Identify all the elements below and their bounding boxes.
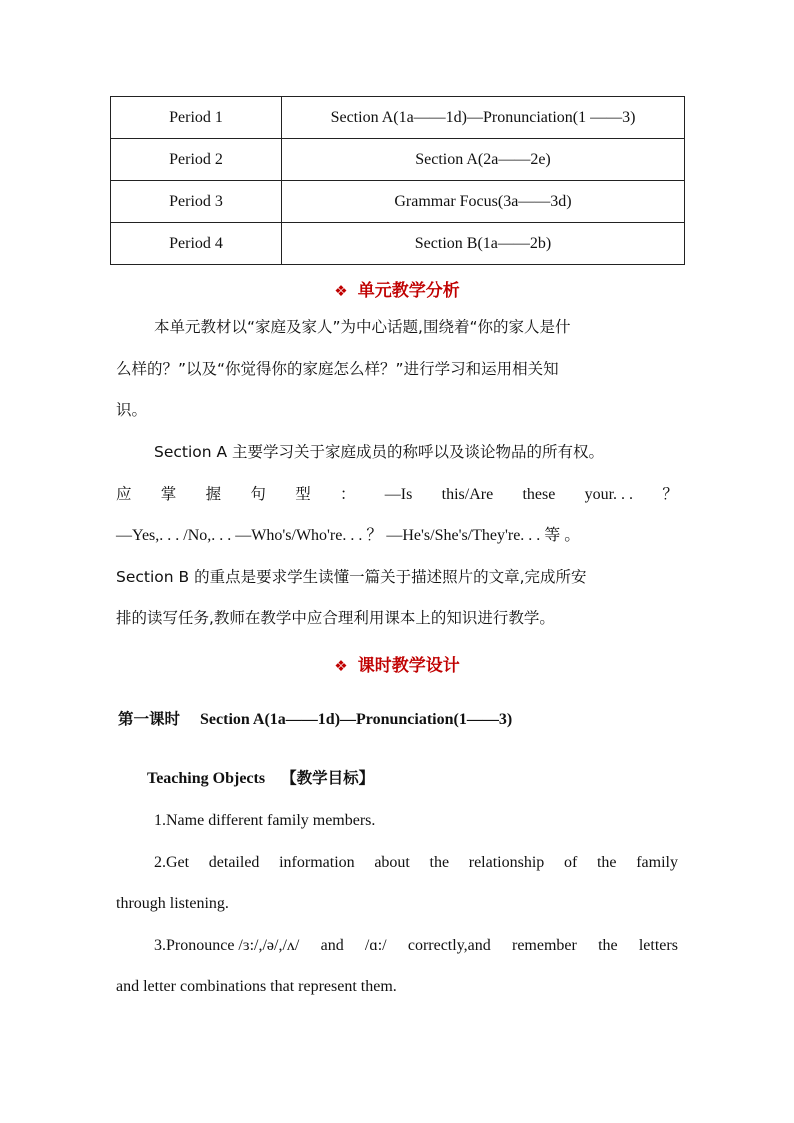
diamond-icon: ❖	[334, 282, 348, 300]
objectives-heading-en: Teaching Objects	[147, 770, 266, 787]
analysis-paragraph-2	[116, 432, 678, 640]
word: detailed	[208, 853, 260, 871]
text-line: 识。	[116, 401, 148, 419]
word: —Is	[384, 485, 413, 503]
lesson-title-line	[118, 699, 680, 741]
periods-table	[110, 96, 685, 265]
table-row	[111, 97, 685, 139]
unit-analysis-heading	[0, 276, 794, 301]
word: ？	[662, 484, 678, 503]
analysis-paragraph-1	[116, 307, 678, 432]
objective-item-cont: and letter combinations that represent them.	[116, 978, 397, 995]
sentence-pattern-line	[116, 474, 678, 516]
objectives-list	[116, 800, 678, 1008]
content-cell: Section A(1a——1d)—Pronunciation(1 ——3)	[282, 97, 685, 139]
word: and	[320, 936, 344, 954]
word: about	[374, 853, 410, 871]
word: the	[596, 853, 617, 871]
period-cell: Period 4	[111, 223, 282, 265]
objective-item: 1.Name different family members.	[154, 812, 376, 829]
word: this/Are	[441, 485, 494, 503]
word: the	[598, 936, 618, 954]
word: information	[279, 853, 355, 871]
table-row	[111, 139, 685, 181]
lesson-design-heading	[0, 651, 794, 676]
text-line: Section B 的重点是要求学生读懂一篇关于描述照片的文章,完成所安	[116, 567, 587, 586]
table-row	[111, 181, 685, 223]
unit-analysis-title: 单元教学分析	[357, 281, 460, 301]
period-cell: Period 1	[111, 97, 282, 139]
text-line: —Yes,. . . /No,. . . —Who's/Who're. . . ？ —He's/She's/They're. . . 等 。	[116, 527, 581, 544]
lesson-title: Section A(1a——1d)—Pronunciation(1——3)	[200, 711, 513, 728]
text-line: Section A 主要学习关于家庭成员的称呼以及谈论物品的所有权。	[154, 443, 605, 461]
text-line: 么样的？”以及“你觉得你的家庭怎么样？”进行学习和运用相关知	[116, 359, 559, 378]
word: ：	[339, 484, 356, 503]
word: these	[522, 485, 556, 503]
word: of	[563, 853, 578, 871]
word: 型	[295, 484, 311, 503]
word: 句	[250, 484, 266, 503]
word: the	[429, 853, 450, 871]
lesson-design-title: 课时教学设计	[357, 656, 460, 676]
word: 掌	[160, 484, 177, 503]
word: 应	[116, 484, 132, 503]
diamond-icon: ❖	[334, 657, 348, 675]
table-row	[111, 223, 685, 265]
lesson-label: 第一课时	[118, 710, 181, 728]
word: 3.Pronounce /ɜ:/,/ə/,/ʌ/	[154, 936, 300, 954]
content-cell: Section B(1a——2b)	[282, 223, 685, 265]
period-cell: Period 2	[111, 139, 282, 181]
word: 握	[205, 484, 222, 503]
word: family	[636, 853, 678, 871]
content-cell: Grammar Focus(3a——3d)	[282, 181, 685, 223]
text-line: 本单元教材以“家庭及家人”为中心话题,围绕着“你的家人是什	[154, 318, 571, 336]
word: remember	[511, 936, 577, 954]
objectives-heading-cn: 【教学目标】	[281, 769, 375, 787]
objectives-heading	[147, 758, 709, 800]
word: 2.Get	[154, 853, 190, 871]
word: correctly,and	[407, 936, 491, 954]
period-cell: Period 3	[111, 181, 282, 223]
word: /ɑ:/	[364, 936, 387, 954]
content-cell: Section A(2a——2e)	[282, 139, 685, 181]
word: relationship	[468, 853, 545, 871]
objective-item	[116, 925, 678, 967]
text-line: 排的读写任务,教师在教学中应合理利用课本上的知识进行教学。	[116, 609, 555, 627]
objective-item	[116, 842, 678, 884]
word: letters	[638, 936, 678, 954]
objective-item-cont: through listening.	[116, 895, 229, 912]
word: your. . .	[584, 485, 634, 503]
